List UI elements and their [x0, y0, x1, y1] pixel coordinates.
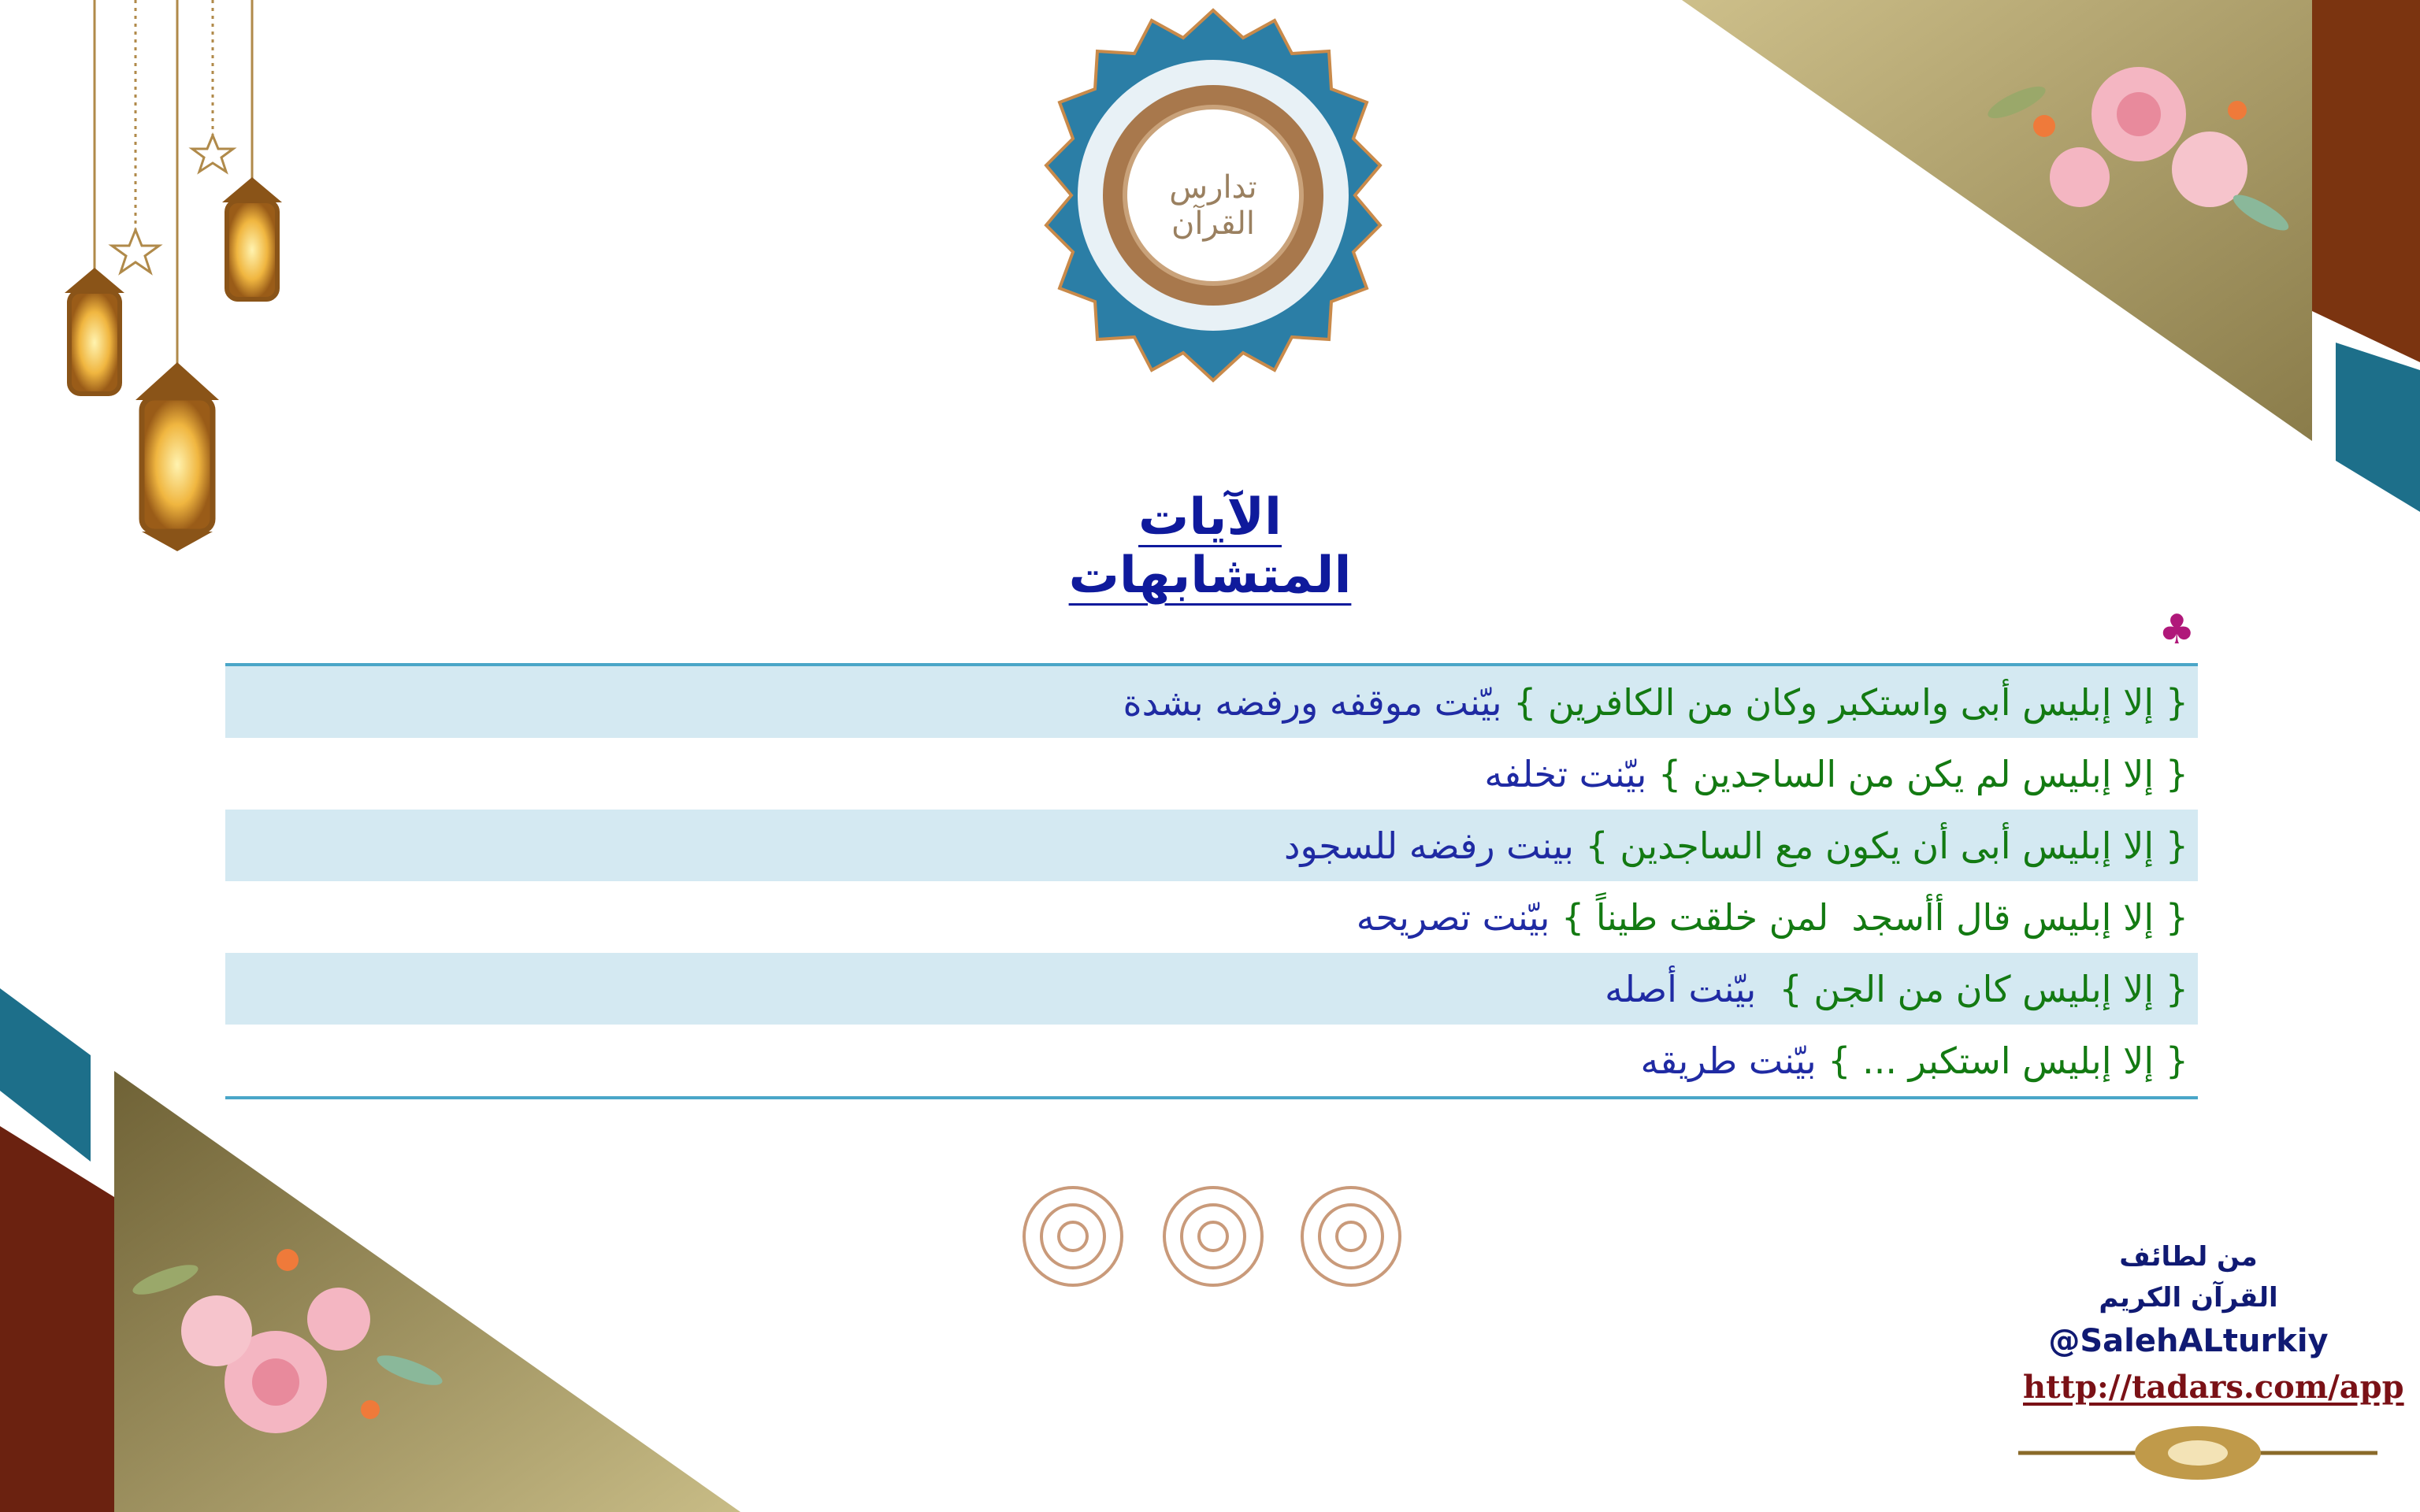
table-row — [225, 810, 2198, 881]
credit-handle: @SalehALturkiy — [2048, 1323, 2329, 1359]
note-text: بيّنت طريقه — [1640, 1039, 1828, 1082]
note-text: بيّنت موقفه ورفضه بشدة — [1123, 680, 1514, 724]
stars — [112, 135, 233, 272]
emblem-text: تدارس القرآن — [1169, 169, 1257, 242]
top-right-brown-band — [2312, 0, 2420, 362]
table-row — [225, 953, 2198, 1025]
credit-line-1: من لطائف — [2119, 1241, 2258, 1273]
table-row — [225, 738, 2198, 810]
club-suit-icon: ♣ — [2158, 606, 2195, 654]
ayah-text: { إلا إبليس أبى أن يكون مع الساجدين } — [1585, 824, 2188, 867]
lantern-shapes — [65, 177, 282, 551]
top-right-olive-triangle — [1682, 0, 2312, 441]
credit-link[interactable]: http://tadars.com/app — [2023, 1369, 2404, 1406]
top-right-teal-band — [2336, 343, 2420, 512]
note-text: بيّنت تصريحه — [1356, 895, 1562, 939]
mandala-ornaments — [1024, 1188, 1400, 1285]
page-title: الآيات المتشابهات — [1068, 488, 1352, 605]
ayah-text: { إلا إبليس كان من الجن } — [1779, 967, 2188, 1010]
verses-table — [225, 663, 2198, 1099]
note-text: بيّنت أصله — [1605, 967, 1780, 1010]
table-row — [225, 1025, 2198, 1096]
note-text: بيّنت تخلفه — [1484, 752, 1658, 795]
bottom-left-olive-triangle — [114, 1071, 740, 1512]
ayah-text: { إلا إبليس قال أأسجد لمن خلقت طيناً } — [1561, 895, 2188, 939]
divider-ornament — [2018, 1426, 2377, 1480]
ayah-text: { إلا إبليس أبى واستكبر وكان من الكافرين } — [1513, 680, 2188, 724]
bottom-left-brown-band — [0, 1126, 114, 1512]
note-text: بينت رفضه للسجود — [1283, 824, 1586, 867]
ayah-text: { إلا إبليس استكبر ... } — [1828, 1039, 2188, 1082]
credit-line-2: القرآن الكريم — [2099, 1282, 2278, 1314]
ayah-text: { إلا إبليس لم يكن من الساجدين } — [1658, 752, 2188, 795]
table-row — [225, 666, 2198, 738]
table-row — [225, 881, 2198, 953]
